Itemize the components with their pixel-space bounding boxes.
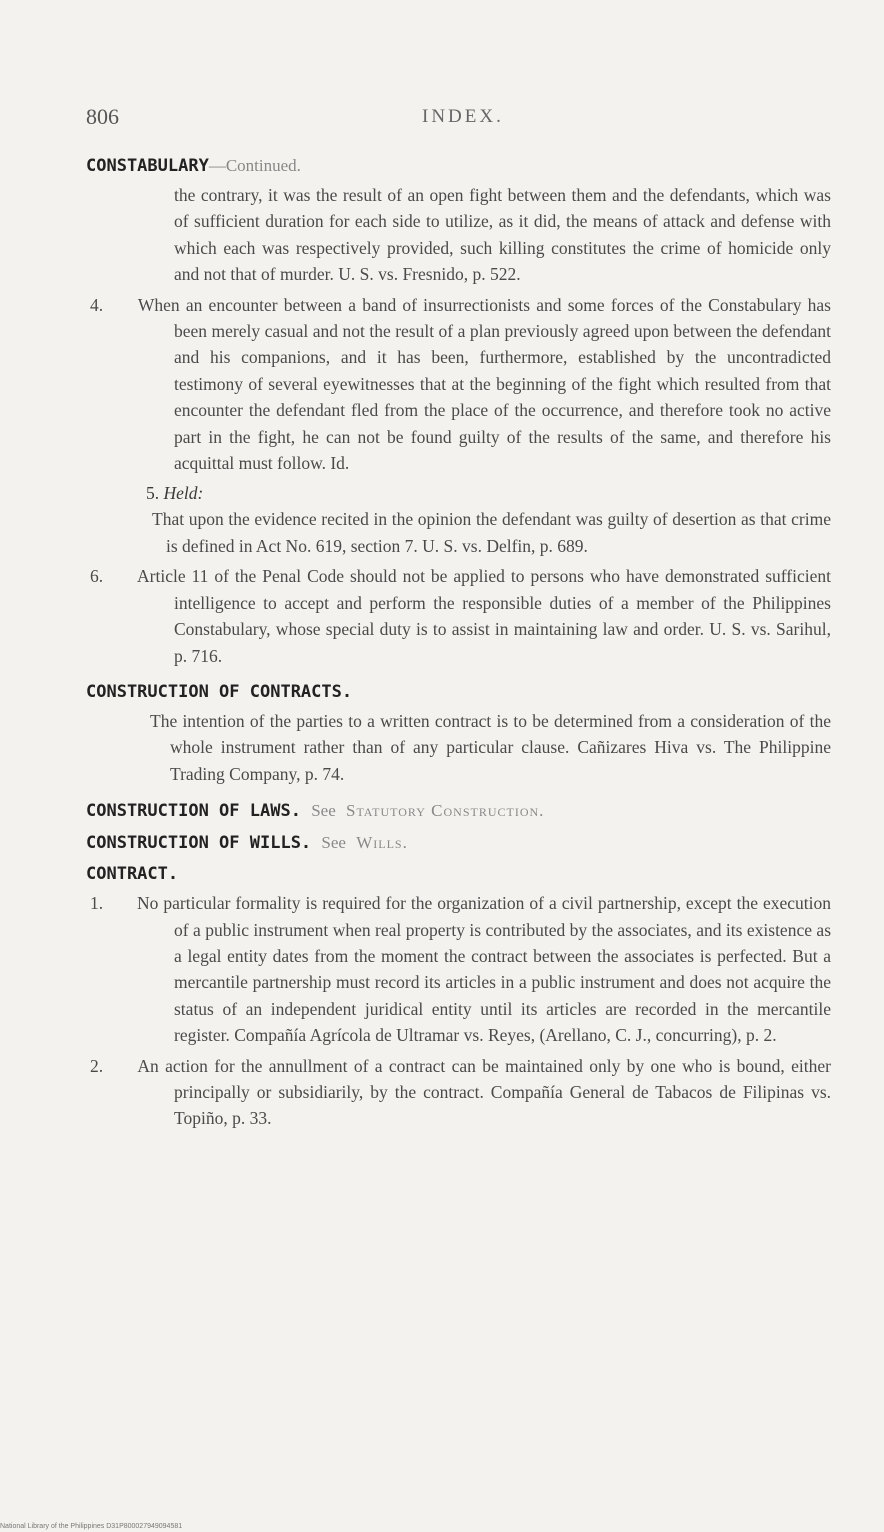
contract-item-1: 1. No particular formality is required for the organization of a civil partnership, except the execution of a public instrument when real property is contributed by the associates, and its existence as a legal entity dates from the moment the contract between the associates is perfected. But a mercantile partnership must record its articles in a public instrument and does not acquire the status of an independent juridical entity until its articles are recorded in the mercantile register. Compañía Agrícola de Ultramar vs. Reyes, (Arellano, C. J., concurring), p. 2. [90,893,831,1046]
entry-heading-constabulary [86,150,831,182]
held-text: That upon the evidence recited in the opinion the defendant was guilty of desertion as that crime is defined in Act No. 619, section 7. U. S. vs. Delfin, p. 689. [152,509,831,556]
contract-item-2: 2. An action for the annullment of a contract can be maintained only by one who is bound, either principally or subsidiarily, by the contract. Compañía General de Tabacos de Filipinas vs. Topiño, p. 33. [90,1055,831,1129]
entry-heading-contract: CONTRACT. [86,864,179,885]
entry-heading-construction-contracts: CONSTRUCTION OF CONTRACTS. [86,681,353,702]
see-target: Statutory Construction. [345,801,545,821]
page-header [86,104,806,136]
continued-label: —Continued. [208,156,301,175]
library-stamp: National Library of the Philippines D31P800027949094581 [0,1523,183,1530]
item-text: When an encounter between a band of insurrectionists and some forces of the Constabulary has been merely casual and not the result of a plan previously agreed upon between the defendant and his companions, and it has been, furthermore, established by the uncontradicted testimony of several eyewitnesses that at the beginning of the fight which resulted from that encounter the defendant fled from the place of the occurrence, and therefore took no active part in the fight, he can not be found guilty of the results of the same, and therefore his acquittal must follow. Id. [137,294,831,474]
constabulary-item-6: 6. Article 11 of the Penal Code should not be applied to persons who have demonstrated sufficient intelligence to accept and perform the responsible duties of a member of the Philippines Constabulary, whose special duty is to assist in maintaining law and order. U. S. vs. Sarihul, p. 716. [90,566,831,666]
running-head: INDEX. [422,106,504,127]
entry-heading-construction-wills [86,827,831,859]
construction-contracts-text: The intention of the parties to a written contract is to be determined from a consideration of the whole instrument rather than of any particular clause. Cañizares Hiva vs. The Philippine Trading Company, p. 74. [150,710,831,784]
constabulary-item-5 [86,480,831,506]
constabulary-carry-over: the contrary, it was the result of an open fight between them and the defendants, which was of sufficient duration for each side to utilize, as it did, the means of attack and defense with which each was respectively provided, such killing constitutes the crime of homicide only and not that of murder. U. S. vs. Fresnido, p. 522. [174,185,831,285]
heading-text: CONSTRUCTION OF WILLS. [86,833,312,854]
item-text: Article 11 of the Penal Code should not be applied to persons who have demonstrated sufficient intelligence to accept and perform the responsible duties of a member of the Philippines Constabulary, whose special duty is to assist in maintaining law and order. U. S. vs. Sarihul, p. 716. [137,566,831,666]
index-body [86,150,831,1132]
item-text: No particular formality is required for the organization of a civil partnership, except the execution of a public instrument when real property is contributed by the associates, and its existence as a legal entity dates from the moment the contract between the associates is perfected. But a mercantile partnership must record its articles in a public instrument and does not acquire the status of an independent juridical entity until its articles are recorded in the mercantile register. Compañía Agrícola de Ultramar vs. Reyes, (Arellano, C. J., concurring), p. 2. [137,893,831,1046]
see-label: See [311,801,336,821]
see-target: Wills. [356,833,408,853]
heading-text: CONSTABULARY [86,156,209,176]
entry-heading-construction-laws [86,795,831,827]
page-number: 806 [86,104,119,129]
constabulary-item-4: 4. When an encounter between a band of insurrectionists and some forces of the Constabulary has been merely casual and not the result of a plan previously agreed upon between the defendant and his companions, and it has been, furthermore, established by the uncontradicted testimony of several eyewitnesses that at the beginning of the fight which resulted from that encounter the defendant fled from the place of the occurrence, and therefore took no active part in the fight, he can not be found guilty of the results of the same, and therefore his acquittal must follow. Id. [90,294,831,474]
item-number: 5. [146,483,160,504]
item-text: An action for the annullment of a contract can be maintained only by one who is bound, either principally or subsidiarily, by the contract. Compañía General de Tabacos de Filipinas vs. Topiño, p. 33. [137,1055,831,1129]
heading-text: CONSTRUCTION OF LAWS. [86,801,301,822]
see-label: See [321,833,346,853]
held-label: Held: [163,483,204,504]
